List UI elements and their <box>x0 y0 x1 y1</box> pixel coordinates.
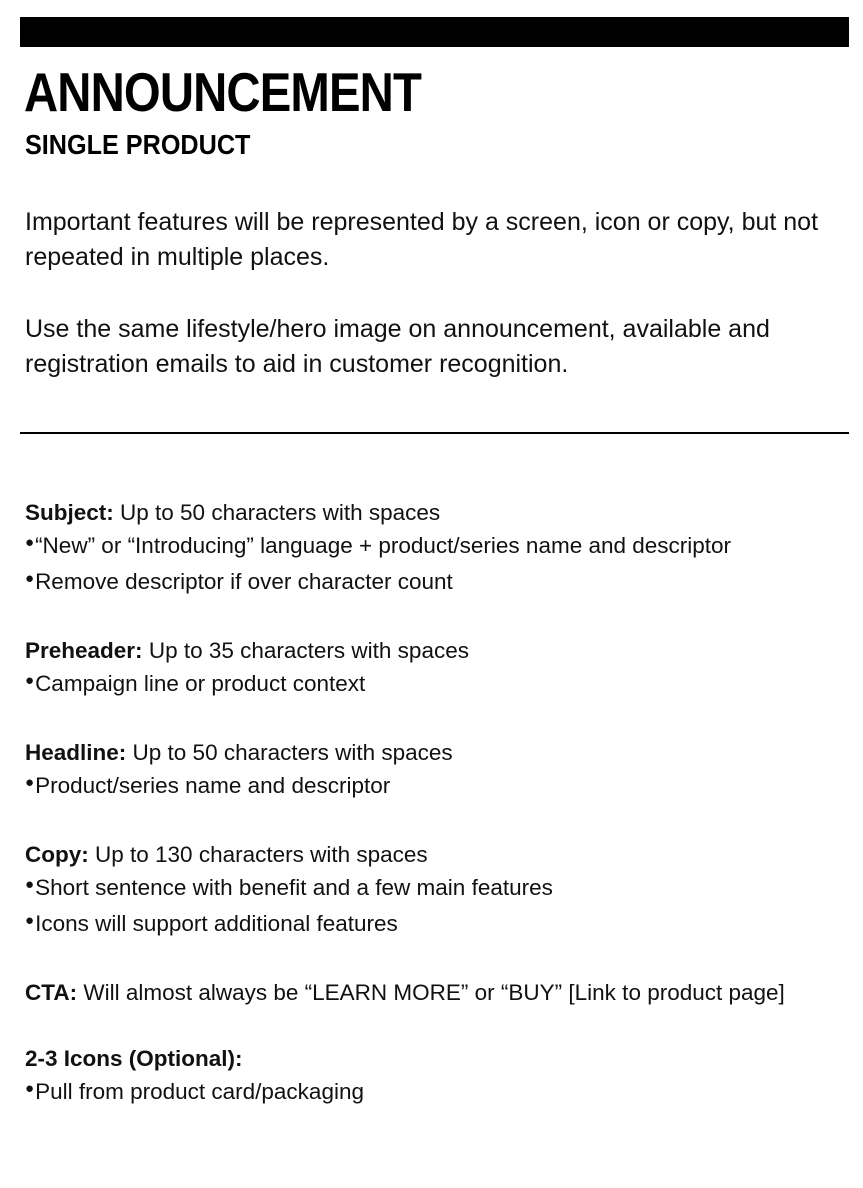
bullet-icon: ● <box>25 774 35 791</box>
spec-headline <box>25 736 855 805</box>
spec-preheader <box>25 634 855 703</box>
bullet-icon: ● <box>25 1080 35 1097</box>
spec-headline-text: Up to 50 characters with spaces <box>126 740 453 765</box>
spec-headline-line <box>25 736 855 769</box>
bullet-icon: ● <box>25 912 35 929</box>
spec-preheader-bullet-1: Campaign line or product context <box>35 671 366 696</box>
spec-copy-bullet-1: Short sentence with benefit and a few main features <box>35 875 553 900</box>
list-item <box>25 667 855 703</box>
spec-cta-line <box>25 976 815 1009</box>
spec-subject <box>25 496 855 601</box>
spec-subject-bullet-2: Remove descriptor if over character count <box>35 569 453 594</box>
spec-subject-bullet-1: “New” or “Introducing” language + product/series name and descriptor <box>35 533 732 558</box>
spec-headline-label: Headline: <box>25 740 127 765</box>
spec-cta-label: CTA: <box>25 980 78 1005</box>
spec-headline-bullet-1: Product/series name and descriptor <box>35 773 391 798</box>
spec-preheader-text: Up to 35 characters with spaces <box>142 638 469 663</box>
spec-copy-label: Copy: <box>25 842 89 867</box>
bullet-icon: ● <box>25 672 35 689</box>
spec-icons-label: 2-3 Icons (Optional): <box>25 1046 243 1071</box>
spec-copy-line <box>25 838 855 871</box>
bullet-icon: ● <box>25 570 35 587</box>
spec-copy-text: Up to 130 characters with spaces <box>88 842 428 867</box>
spec-copy <box>25 838 855 943</box>
spec-icons <box>25 1042 855 1111</box>
spec-preheader-label: Preheader: <box>25 638 143 663</box>
list-item <box>25 769 855 805</box>
top-black-bar <box>20 17 849 47</box>
spec-icons-line <box>25 1042 855 1075</box>
list-item <box>25 1075 855 1111</box>
spec-cta <box>25 976 855 1009</box>
page-subtitle: SINGLE PRODUCT <box>25 129 251 160</box>
spec-icons-bullet-1: Pull from product card/packaging <box>35 1079 364 1104</box>
page-title: ANNOUNCEMENT <box>24 61 421 123</box>
spec-cta-text: Will almost always be “LEARN MORE” or “BUY” [Link to product page] <box>77 980 785 1005</box>
spec-preheader-line <box>25 634 855 667</box>
bullet-icon: ● <box>25 534 35 551</box>
list-item <box>25 529 855 565</box>
spec-copy-bullet-2: Icons will support additional features <box>35 911 398 936</box>
spec-subject-text: Up to 50 characters with spaces <box>113 500 441 525</box>
specs-section <box>25 496 855 1144</box>
list-item <box>25 907 855 943</box>
intro-paragraph-features: Important features will be represented by a screen, icon or copy, but not repeated in multiple places. <box>25 208 819 271</box>
list-item <box>25 565 855 601</box>
list-item <box>25 871 855 907</box>
bullet-icon: ● <box>25 876 35 893</box>
intro-paragraph-image: Use the same lifestyle/hero image on announcement, available and registration emails to aid in customer recognition. <box>25 315 770 378</box>
spec-subject-label: Subject: <box>25 500 114 525</box>
intro-section <box>25 205 855 419</box>
spec-subject-line <box>25 496 855 529</box>
section-divider <box>20 432 849 434</box>
